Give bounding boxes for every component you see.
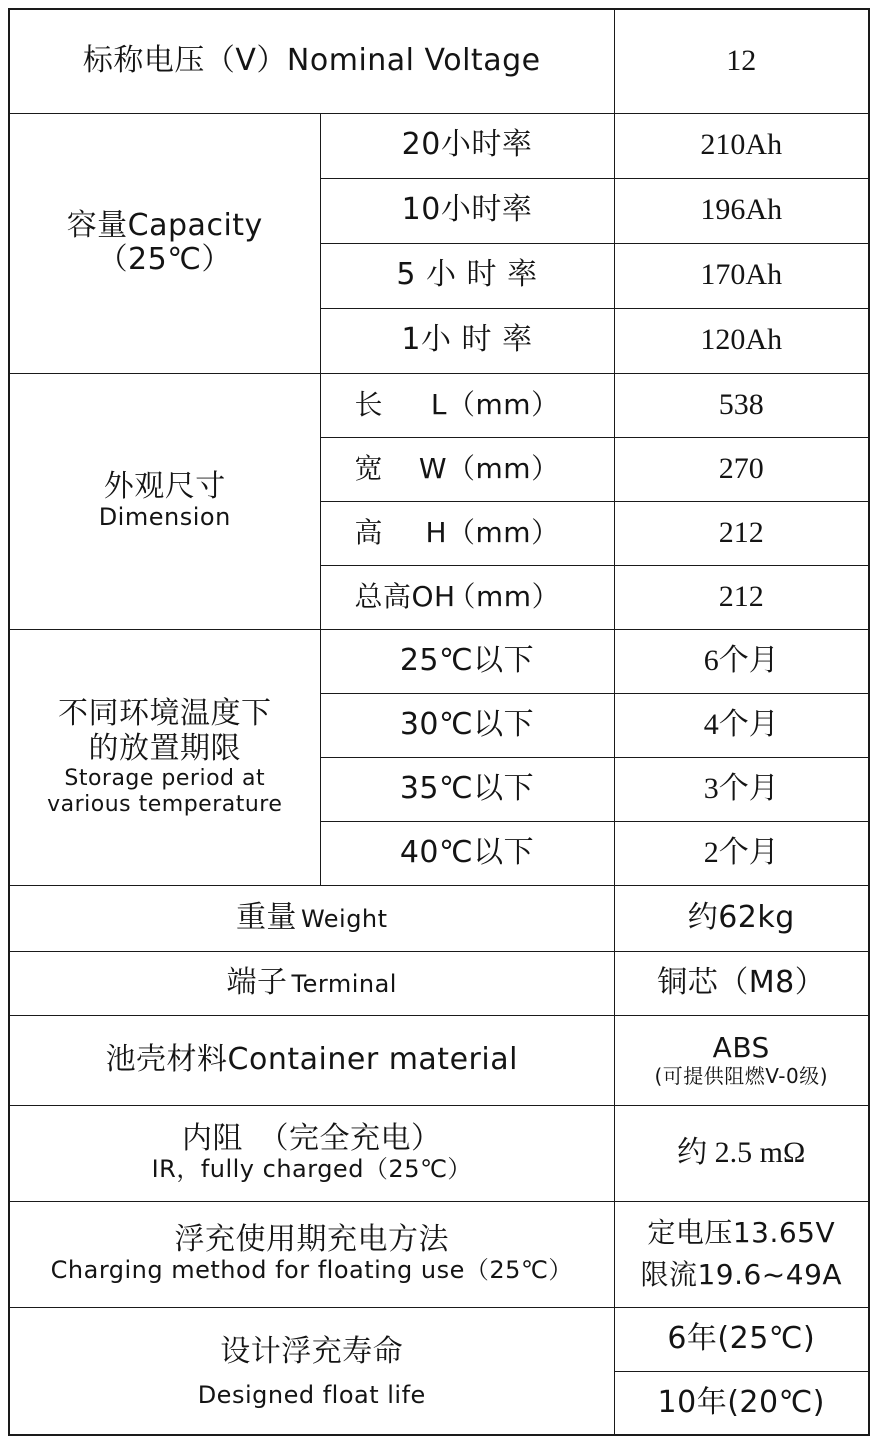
storage-label-cell: [9, 629, 320, 885]
float-charging-value-cell: [614, 1201, 869, 1307]
dimension-label-zh: 外观尺寸: [103, 468, 226, 504]
storage-value: 3个月: [614, 757, 869, 821]
dimension-name: 长: [354, 387, 384, 421]
container-value: ABS: [712, 1031, 770, 1065]
dimension-unit: （mm）: [447, 579, 561, 613]
dimension-value: 212: [614, 501, 869, 565]
row-internal-resistance: [9, 1105, 869, 1201]
weight-label: [9, 885, 614, 951]
storage-temp: 40℃以下: [320, 821, 614, 885]
float-life-label-cell: [9, 1307, 614, 1435]
dimension-name: 高: [354, 515, 384, 549]
dimension-item: [320, 501, 614, 565]
dimension-item: [320, 373, 614, 437]
dimension-code: H: [425, 515, 448, 549]
row-terminal: [9, 951, 869, 1015]
float-life-value: 10年(20℃): [614, 1371, 869, 1435]
dimension-code: W: [418, 451, 448, 485]
dimension-name: 总高: [354, 579, 412, 613]
dimension-value: 538: [614, 373, 869, 437]
capacity-label-zh: 容量Capacity: [66, 207, 263, 243]
row-weight: [9, 885, 869, 951]
dimension-label-cell: [9, 373, 320, 629]
weight-label-en: Weight: [300, 904, 388, 933]
dimension-item: [320, 565, 614, 629]
ir-label-cell: [9, 1105, 614, 1201]
float-charging-label-zh: 浮充使用期充电方法: [174, 1221, 449, 1257]
terminal-label-en: Terminal: [291, 969, 397, 998]
dimension-code: OH: [411, 579, 456, 613]
row-dimension-length: [9, 373, 869, 437]
dimension-name: 宽: [354, 451, 384, 485]
dimension-unit: （mm）: [447, 387, 560, 421]
capacity-value: 170Ah: [614, 243, 869, 308]
storage-label-zh-1: 不同环境温度下: [58, 696, 272, 732]
float-life-label-en: Designed float life: [197, 1380, 426, 1409]
capacity-rate: 1小 时 率: [320, 308, 614, 373]
weight-value: 约62kg: [614, 885, 869, 951]
storage-temp: 30℃以下: [320, 693, 614, 757]
storage-label-en-2: various temperature: [47, 791, 283, 817]
storage-label-en-1: Storage period at: [64, 766, 266, 792]
float-charging-current: 限流19.6~49A: [640, 1258, 843, 1291]
dimension-item: [320, 437, 614, 501]
dimension-code: L: [430, 387, 448, 421]
container-value-cell: [614, 1015, 869, 1105]
dimension-unit: （mm）: [447, 451, 560, 485]
float-charging-label-en: Charging method for floating use（25℃）: [50, 1256, 573, 1285]
capacity-value: 210Ah: [614, 113, 869, 178]
terminal-label-zh: 端子: [226, 964, 288, 1000]
dimension-unit: （mm）: [447, 515, 560, 549]
storage-temp: 25℃以下: [320, 629, 614, 693]
capacity-rate: 10小时率: [320, 178, 614, 243]
storage-label-zh-2: 的放置期限: [88, 730, 241, 766]
row-storage-25: [9, 629, 869, 693]
float-charging-voltage: 定电压13.65V: [647, 1216, 836, 1249]
weight-label-zh: 重量: [235, 899, 297, 935]
dimension-value: 212: [614, 565, 869, 629]
storage-value: 2个月: [614, 821, 869, 885]
dimension-label-en: Dimension: [98, 503, 231, 532]
capacity-value: 120Ah: [614, 308, 869, 373]
container-label: 池壳材料Container material: [9, 1015, 614, 1105]
storage-value: 4个月: [614, 693, 869, 757]
row-float-life-25: [9, 1307, 869, 1371]
capacity-label-en: （25℃）: [97, 242, 232, 277]
storage-value: 6个月: [614, 629, 869, 693]
row-capacity-20h: [9, 113, 869, 178]
capacity-rate: 5 小 时 率: [320, 243, 614, 308]
battery-spec-table: [8, 8, 870, 1436]
nominal-voltage-value: 12: [614, 9, 869, 113]
float-life-label-zh: 设计浮充寿命: [220, 1333, 404, 1369]
ir-label-zh: 内阻 （完全充电）: [182, 1120, 442, 1156]
terminal-label: [9, 951, 614, 1015]
ir-value: 约 2.5 mΩ: [614, 1105, 869, 1201]
float-charging-label-cell: [9, 1201, 614, 1307]
capacity-label-cell: [9, 113, 320, 373]
container-note: (可提供阻燃V-0级): [654, 1063, 829, 1088]
dimension-value: 270: [614, 437, 869, 501]
row-float-charging: [9, 1201, 869, 1307]
capacity-value: 196Ah: [614, 178, 869, 243]
ir-label-en: IR，fully charged（25℃）: [151, 1155, 472, 1184]
row-container-material: [9, 1015, 869, 1105]
nominal-voltage-label: 标称电压（V）Nominal Voltage: [9, 9, 614, 113]
row-nominal-voltage: [9, 9, 869, 113]
storage-temp: 35℃以下: [320, 757, 614, 821]
terminal-value: 铜芯（M8）: [614, 951, 869, 1015]
float-life-value: 6年(25℃): [614, 1307, 869, 1371]
capacity-rate: 20小时率: [320, 113, 614, 178]
